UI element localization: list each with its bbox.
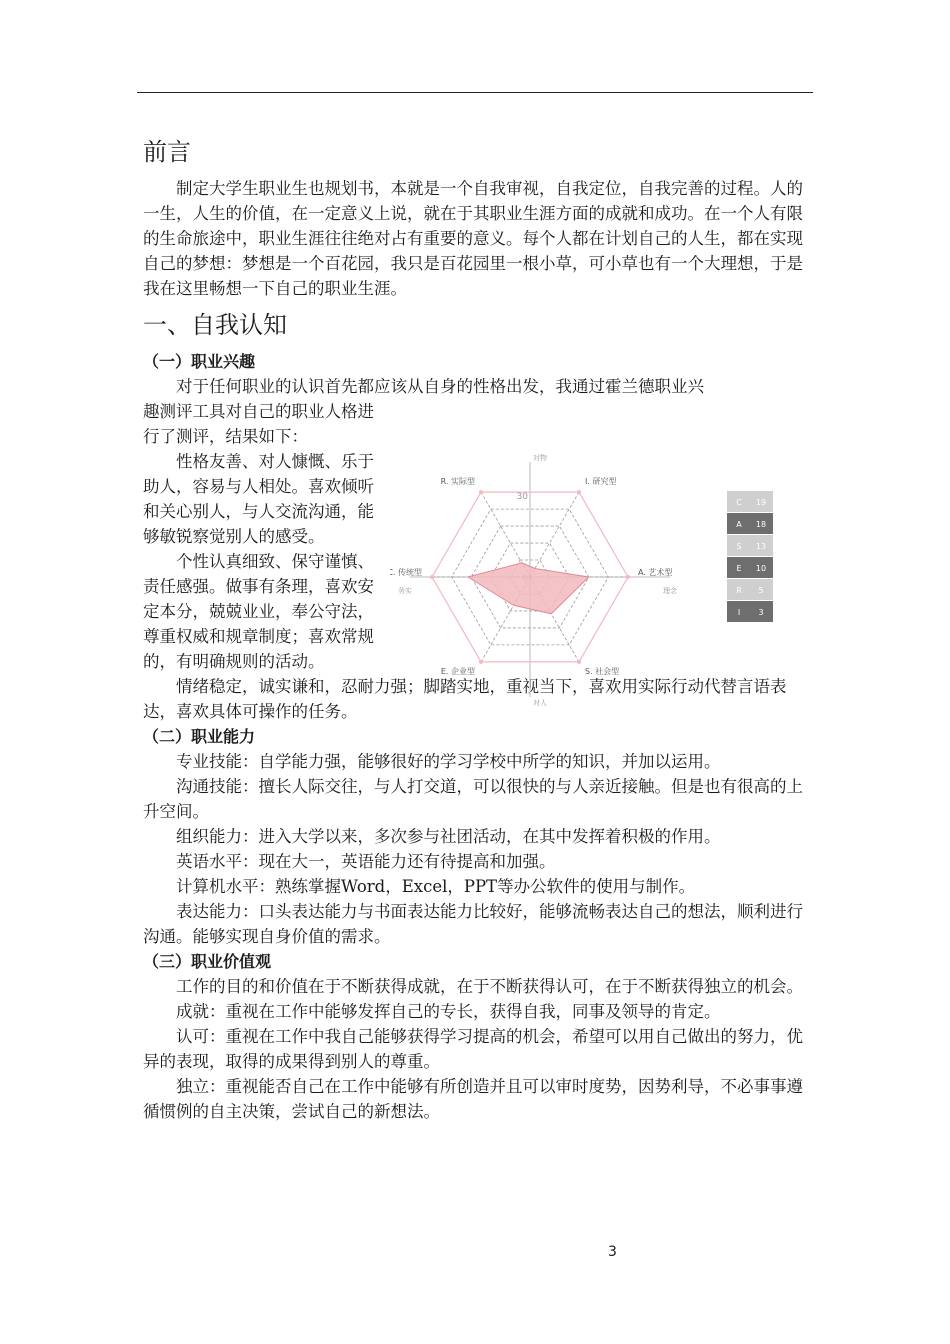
axis-label-left: 务实 <box>398 587 412 595</box>
ability-item: 专业技能：自学能力强，能够很好的学习学校中所学的知识，并加以运用。 <box>176 752 721 771</box>
subsection-heading-interest: （一）职业兴趣 <box>143 352 256 371</box>
header-rule <box>137 92 813 93</box>
legend-swatch <box>727 601 773 622</box>
legend-value: 18 <box>755 520 767 529</box>
ability-item: 英语水平：现在大一，英语能力还有待提高和加强。 <box>176 852 556 871</box>
legend-swatch <box>727 513 773 534</box>
radar-svg <box>390 450 785 715</box>
legend-letter: A <box>736 520 742 529</box>
interest-paragraph-2: 个性认真细致、保守谨慎、责任感强。做事有条理，喜欢安定本分，兢兢业业，奉公守法，尊重权威和规章制度；喜欢常规的，有明确规则的活动。 <box>143 552 374 671</box>
legend-swatch <box>727 491 773 512</box>
interest-paragraph-3: 情绪稳定，诚实谦和，忍耐力强；脚踏实地，重视当下，喜欢用实际行动代替言语表达，喜欢具体可操作的任务。 <box>143 677 787 721</box>
radar-range-max: 30 <box>516 492 528 502</box>
values-item: 成就：重视在工作中能够发挥自己的专长，获得自我，同事及领导的肯定。 <box>176 1002 721 1021</box>
radar-vertex-dot <box>626 575 630 579</box>
legend-swatch <box>727 579 773 600</box>
section-heading-self-cognition: 一、自我认知 <box>143 311 287 339</box>
ability-item: 表达能力：口头表达能力与书面表达能力比较好，能够流畅表达自己的想法，顺利进行沟通。能够实现自身价值的需求。 <box>143 902 803 946</box>
legend-letter: I <box>737 608 741 617</box>
interest-text-column <box>143 399 378 674</box>
radar-axis-label: R. 实际型 <box>440 477 475 487</box>
subsection-heading-ability: （二）职业能力 <box>143 727 256 746</box>
subsection-heading-values: （三）职业价值观 <box>143 952 272 971</box>
ability-item: 沟通技能：擅长人际交往，与人打交道，可以很快的与人亲近接触。但是也有很高的上升空间。 <box>143 777 803 821</box>
preface-paragraph: 制定大学生职业生也规划书，本就是一个自我审视，自我定位，自我完善的过程。人的一生，人生的价值，在一定意义上说，就在于其职业生涯方面的成就和成功。在一个人有限的生命旅途中，职业生涯往往绝对占有重要的意义。每个人都在计划自己的人生，都在实现自己的梦想：梦想是一个百花园，我只是百花园里一根小草，可小草也有一个大理想，于是我在这里畅想一下自己的职业生涯。 <box>143 179 803 298</box>
legend-letter: R <box>736 586 742 595</box>
interest-intro-continued: 趣测评工具对自己的职业人格进行了测评，结果如下： <box>143 402 374 446</box>
axis-label-right: 理念 <box>663 587 677 595</box>
legend-value: 3 <box>758 608 764 617</box>
radar-vertex-dot <box>479 490 483 494</box>
axis-label-bottom: 对人 <box>533 699 547 707</box>
values-item: 独立：重视能否自己在工作中能够有所创造并且可以审时度势，因势利导，不必事事遵循惯例的自主决策，尝试自己的新想法。 <box>143 1077 803 1121</box>
radar-axis-label: E. 企业型 <box>440 666 475 676</box>
radar-vertex-dot <box>430 575 434 579</box>
values-item: 认可：重视在工作中我自己能够获得学习提高的机会，希望可以用自己做出的努力，优异的表现，取得的成果得到别人的尊重。 <box>143 1027 803 1071</box>
axis-label-top: 对物 <box>533 454 547 462</box>
radar-axis-label: S. 社会型 <box>585 666 620 676</box>
legend-letter: C <box>736 498 742 507</box>
legend-value: 13 <box>755 542 767 551</box>
radar-axis-label: A. 艺术型 <box>638 568 673 577</box>
radar-vertex-dot <box>577 490 581 494</box>
values-item: 工作的目的和价值在于不断获得成就，在于不断获得认可，在于不断获得独立的机会。 <box>176 977 803 996</box>
ability-item: 计算机水平：熟练掌握Word，Excel，PPT等办公软件的使用与制作。 <box>176 877 696 896</box>
radar-vertex-dot <box>577 660 581 664</box>
legend-swatch <box>727 535 773 556</box>
legend-value: 19 <box>755 498 767 507</box>
legend-letter: S <box>736 542 742 551</box>
ability-item: 组织能力：进入大学以来，多次参与社团活动，在其中发挥着积极的作用。 <box>176 827 721 846</box>
interest-intro-line: 对于任何职业的认识首先都应该从自身的性格出发，我通过霍兰德职业兴 <box>176 377 704 396</box>
radar-vertex-dot <box>479 660 483 664</box>
interest-intro <box>143 374 803 399</box>
legend-value: 10 <box>755 564 767 573</box>
legend-value: 5 <box>758 586 764 595</box>
legend-letter: E <box>736 564 742 573</box>
radar-axis-label: C. 传统型 <box>390 568 422 577</box>
page-number: 3 <box>608 1244 617 1260</box>
legend-swatch <box>727 557 773 578</box>
radar-data-polygon <box>468 563 589 614</box>
preface-heading: 前言 <box>143 138 191 166</box>
holland-radar-chart <box>390 450 785 715</box>
radar-axis-label: I. 研究型 <box>585 477 617 487</box>
radar-spoke <box>530 492 579 577</box>
interest-paragraph-1: 性格友善、对人慷慨、乐于助人，容易与人相处。喜欢倾听和关心别人，与人交流沟通，能够敏锐察觉别人的感受。 <box>143 452 374 546</box>
